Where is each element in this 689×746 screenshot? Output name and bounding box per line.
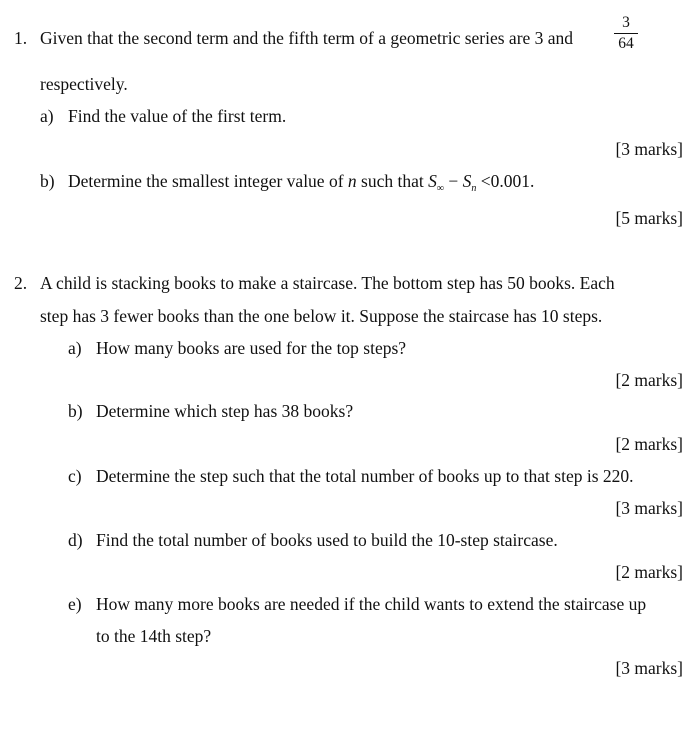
q2d-label: d): [68, 530, 83, 550]
q1-intro-line2: respectively.: [40, 74, 128, 94]
q1-fraction-denominator: 64: [618, 35, 634, 52]
q1b-text-mid: such that: [356, 171, 429, 191]
q2c-marks: [3 marks]: [615, 498, 683, 518]
q1-fraction: [614, 14, 638, 53]
q2d-marks: [2 marks]: [615, 562, 683, 582]
q2e-marks: [3 marks]: [615, 658, 683, 678]
q2-number: 2.: [14, 273, 28, 293]
q1b-label: b): [40, 171, 55, 191]
q2b-text: Determine which step has 38 books?: [96, 401, 354, 421]
q2e-label: e): [68, 594, 82, 614]
q1b-sub-inf: ∞: [436, 183, 444, 194]
q2c-text: Determine the step such that the total number of books up to that step is 220.: [96, 466, 634, 486]
q1b-minus: −: [444, 171, 463, 191]
q1b-sub-n: n: [471, 183, 477, 194]
q2a-label: a): [68, 338, 82, 358]
q1-intro-line1: Given that the second term and the fifth term of a geometric series are 3 and: [40, 28, 574, 48]
q2d-text: Find the total number of books used to build the 10-step staircase.: [96, 530, 558, 550]
q1b-s-n: S: [462, 171, 472, 191]
q1b-text-before: Determine the smallest integer value of: [68, 171, 348, 191]
q1b-text: [68, 171, 534, 199]
q1b-marks: [5 marks]: [615, 208, 683, 228]
q1-number: 1.: [14, 28, 28, 48]
q1a-text: Find the value of the first term.: [68, 106, 287, 126]
q1-fraction-numerator: 3: [622, 14, 630, 31]
q1a-marks: [3 marks]: [615, 139, 683, 159]
q2e-text: How many more books are needed if the child wants to extend the staircase up: [96, 594, 647, 614]
q1b-var-n: n: [347, 171, 357, 191]
q2a-text: How many books are used for the top steps?: [96, 338, 407, 358]
q2a-marks: [2 marks]: [615, 370, 683, 390]
q1b-s-inf: S: [428, 171, 437, 191]
q2e-text-line2: to the 14th step?: [96, 626, 212, 646]
q1a-label: a): [40, 106, 54, 126]
q2c-label: c): [68, 466, 82, 486]
q1-fraction-bar: [614, 33, 638, 34]
q2b-marks: [2 marks]: [615, 434, 683, 454]
q2-intro-line2: step has 3 fewer books than the one below it. Suppose the staircase has 10 steps.: [40, 306, 603, 326]
q2-intro-line1: A child is stacking books to make a staircase. The bottom step has 50 books. Each: [40, 273, 615, 293]
q2b-label: b): [68, 401, 83, 421]
q1b-text-after: <0.001.: [476, 171, 535, 191]
